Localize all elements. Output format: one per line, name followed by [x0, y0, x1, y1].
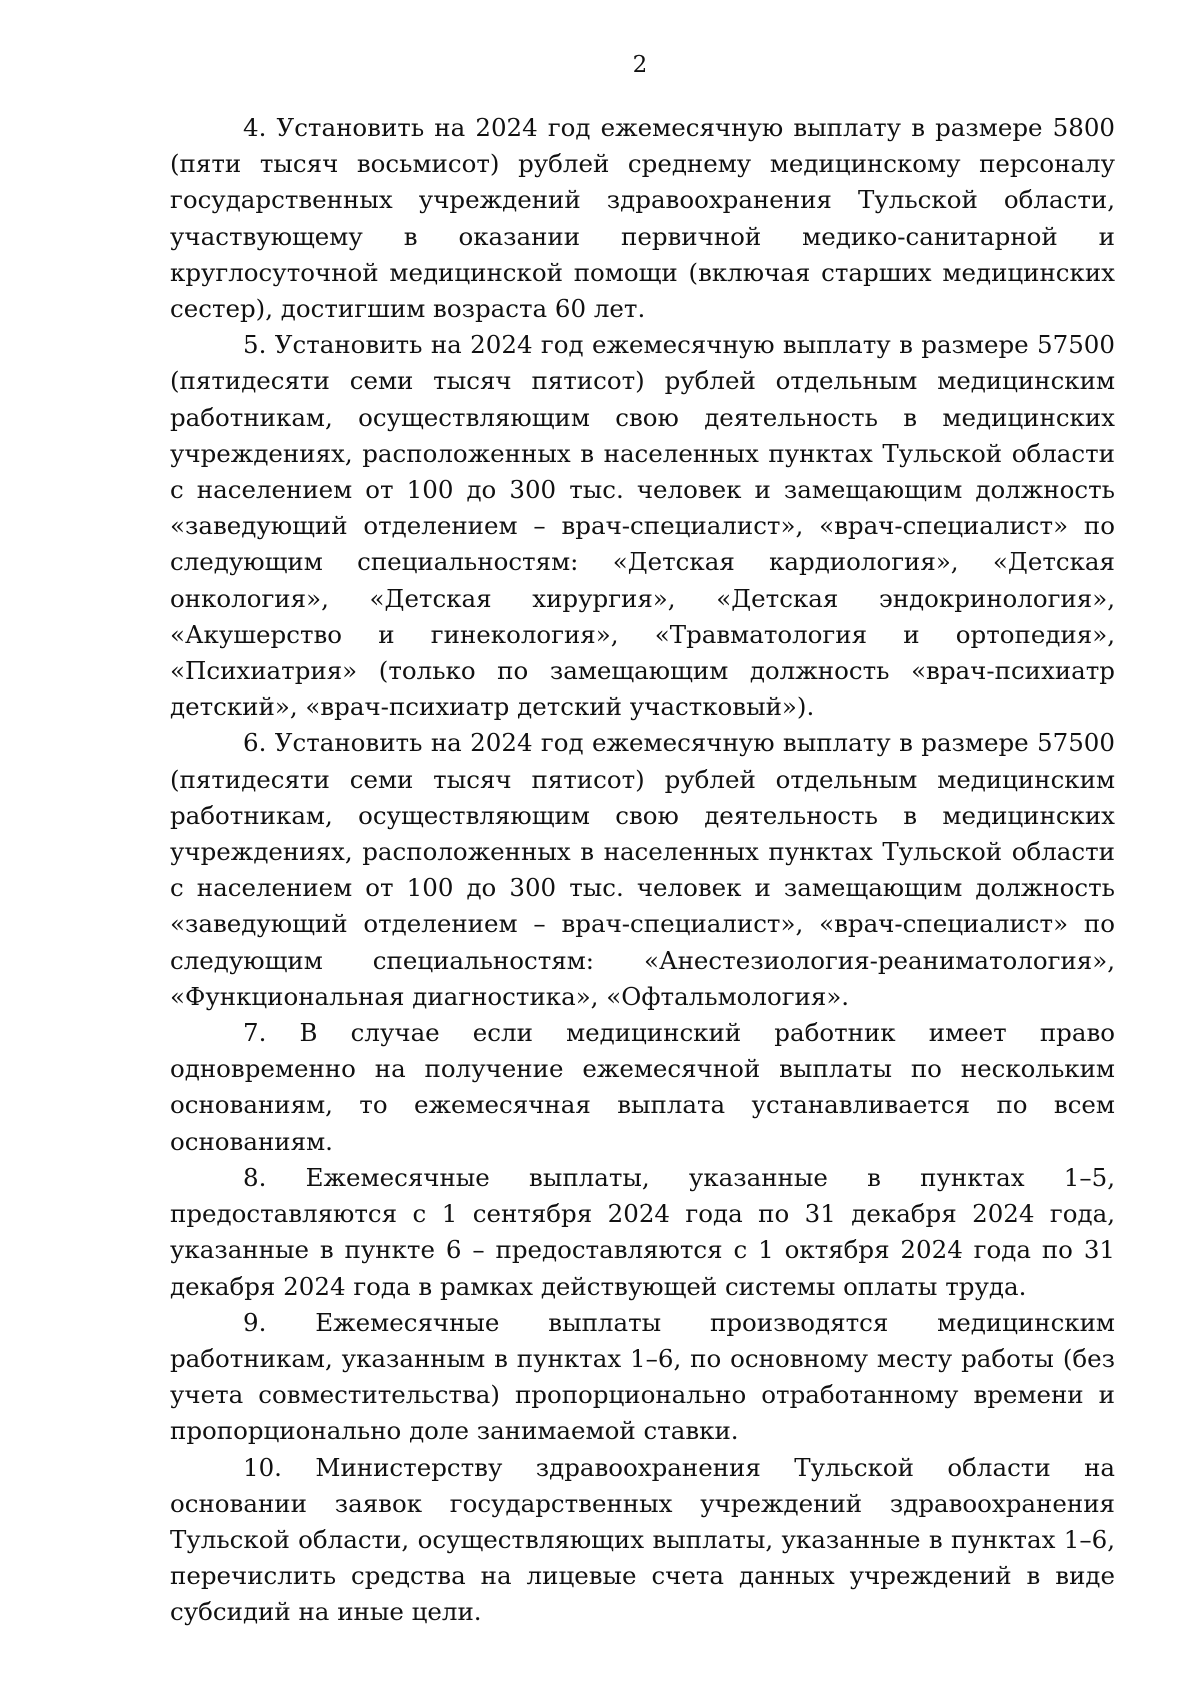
paragraph-item-5: 5. Установить на 2024 год ежемесячную выплату в размере 57500 (пятидесяти семи тысяч пятисот) рублей отдельным медицинским работникам, осуществляющим свою деятельность в медицинских учреждениях, расположенных в населенных пунктах Тульской области с населением от 100 до 300 тыс. человек и замещающим должность «заведующий отделением – врач-специалист», «врач-специалист» по следующим специальностям: «Детская кардиология», «Детская онкология», «Детская хирургия», «Детская эндокринология», «Акушерство и гинекология», «Травматология и ортопедия», «Психиатрия» (только по замещающим должность «врач-психиатр детский», «врач-психиатр детский участковый»). — [170, 330, 1115, 722]
paragraph-item-7: 7. В случае если медицинский работник имеет право одновременно на получение ежемесячной выплаты по нескольким основаниям, то ежемесячная выплата устанавливается по всем основаниям. — [170, 1018, 1115, 1156]
paragraph-item-8: 8. Ежемесячные выплаты, указанные в пунктах 1–5, предоставляются с 1 сентября 2024 года по 31 декабря 2024 года, указанные в пункте 6 – предоставляются с 1 октября 2024 года по 31 декабря 2024 года в рамках действующей системы оплаты труда. — [170, 1162, 1115, 1301]
document-body — [170, 110, 1115, 1631]
paragraph-item-9: 9. Ежемесячные выплаты производятся медицинским работникам, указанным в пунктах 1–6, по основному месту работы (без учета совместительства) пропорционально отработанному времени и пропорционально доле занимаемой ставки. — [170, 1307, 1115, 1446]
paragraph-item-10: 10. Министерству здравоохранения Тульской области на основании заявок государственных учреждений здравоохранения Тульской области, осуществляющих выплаты, указанные в пунктах 1–6, перечислить средства на лицевые счета данных учреждений в виде субсидий на иные цели. — [170, 1452, 1115, 1627]
paragraph-item-4: 4. Установить на 2024 год ежемесячную выплату в размере 5800 (пяти тысяч восьмисот) рублей среднему медицинскому персоналу государственных учреждений здравоохранения Тульской области, участвующему в оказании первичной медико-санитарной и круглосуточной медицинской помощи (включая старших медицинских сестер), достигшим возраста 60 лет. — [170, 113, 1115, 324]
page-number: 2 — [632, 52, 648, 78]
paragraph-item-6: 6. Установить на 2024 год ежемесячную выплату в размере 57500 (пятидесяти семи тысяч пятисот) рублей отдельным медицинским работникам, осуществляющим свою деятельность в медицинских учреждениях, расположенных в населенных пунктах Тульской области с населением от 100 до 300 тыс. человек и замещающим должность «заведующий отделением – врач-специалист», «врач-специалист» по следующим специальностям: «Анестезиология-реаниматология», «Функциональная диагностика», «Офтальмология». — [170, 728, 1115, 1011]
